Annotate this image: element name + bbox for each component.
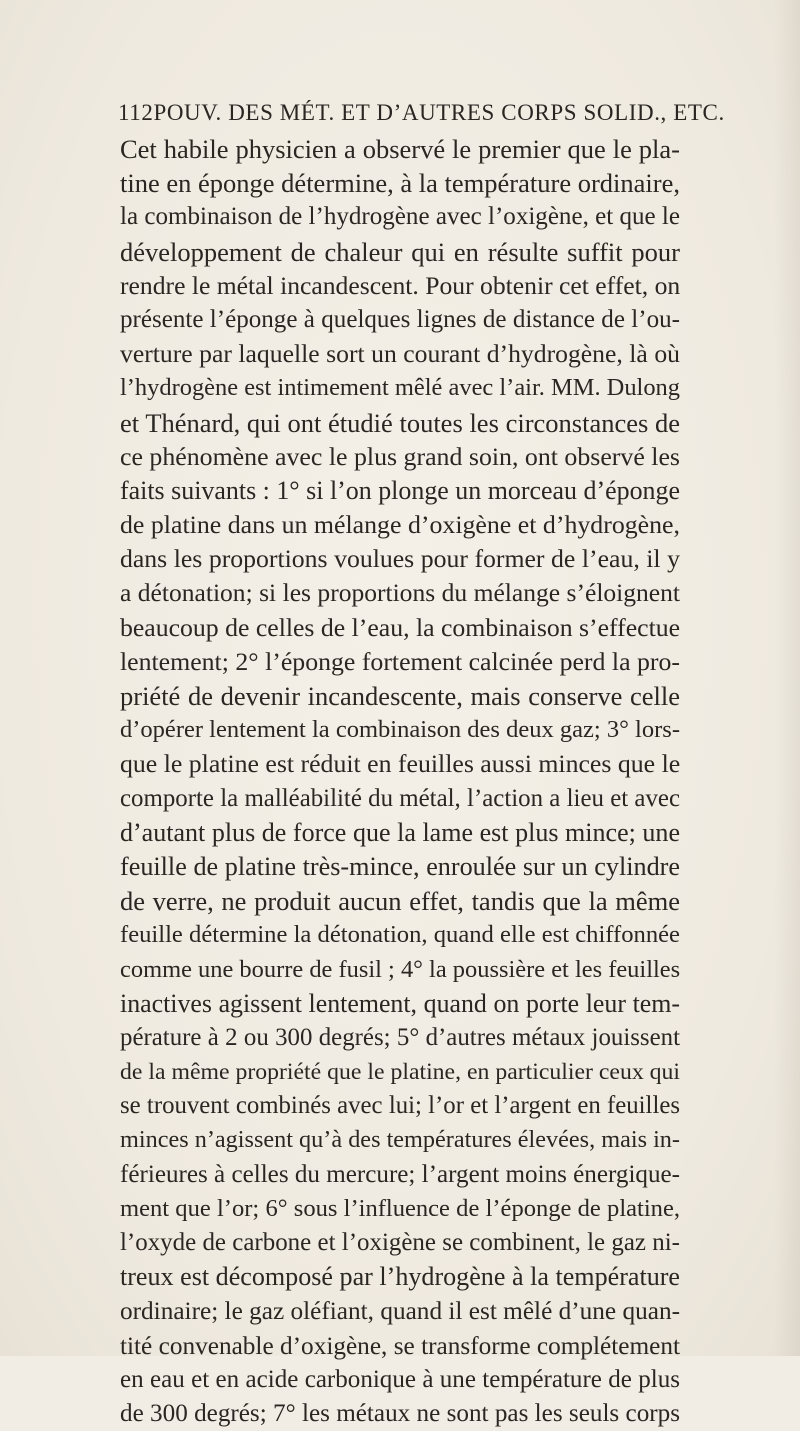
text-line: l’hydrogène est intimement mêlé avec l’air. MM. Dulong: [120, 374, 680, 402]
text-line: Cet habile physicien a observé le premier que le pla-: [120, 134, 680, 164]
page-number: 112: [118, 100, 154, 125]
text-line: férieures à celles du mercure; l’argent moins énergique-: [120, 1160, 680, 1188]
text-line: développement de chaleur qui en résulte suffit pour: [120, 236, 680, 267]
text-line: et Thénard, qui ont étudié toutes les circonstances de: [120, 407, 680, 438]
text-line: verture par laquelle sort un courant d’hydrogène, là où: [120, 339, 680, 369]
text-line: inactives agissent lentement, quand on porte leur tem-: [120, 988, 680, 1018]
text-line: présente l’éponge à quelques lignes de distance de l’ou-: [120, 305, 680, 333]
text-line: d’opérer lentement la combinaison des deux gaz; 3° lors-: [120, 716, 680, 744]
text-line: l’oxyde de carbone et l’oxigène se combinent, le gaz ni-: [120, 1229, 680, 1256]
text-line: minces n’agissent qu’à des températures élevées, mais in-: [120, 1126, 680, 1154]
text-line: pérature à 2 ou 300 degrés; 5° d’autres métaux jouissent: [120, 1023, 680, 1051]
body-text: [120, 132, 680, 1431]
text-line: la combinaison de l’hydrogène avec l’oxigène, et que le: [120, 203, 680, 231]
text-line: rendre le métal incandescent. Pour obtenir cet effet, on: [120, 270, 681, 300]
text-line: d’autant plus de force que la lame est plus mince; une: [120, 817, 680, 847]
text-line: tine en éponge détermine, à la température ordinaire,: [120, 168, 680, 199]
text-line: treux est décomposé par l’hydrogène à la température: [120, 1262, 680, 1292]
text-line: ordinaire; le gaz oléfiant, quand il est mêlé d’une quan-: [120, 1297, 680, 1326]
text-line: feuille de platine très-mince, enroulée sur un cylindre: [120, 851, 680, 881]
text-line: feuille détermine la détonation, quand elle est chiffonnée: [120, 921, 680, 949]
text-line: ment que l’or; 6° sous l’influence de l’éponge de platine,: [120, 1194, 680, 1222]
text-line: dans les proportions voulues pour former de l’eau, il y: [120, 544, 680, 574]
text-line: de la même propriété que le platine, en particulier ceux qui: [120, 1059, 680, 1086]
running-title: POUV. DES MÉT. ET D’AUTRES CORPS SOLID., ETC.: [153, 100, 725, 125]
text-line: en eau et en acide carbonique à une température de plus: [120, 1365, 680, 1393]
text-line: priété de devenir incandescente, mais conserve celle: [120, 681, 680, 711]
text-line: de platine dans un mélange d’oxigène et d’hydrogène,: [120, 510, 680, 540]
text-line: a détonation; si les proportions du mélange s’éloignent: [120, 578, 680, 608]
text-line: que le platine est réduit en feuilles aussi minces que le: [120, 749, 681, 779]
text-line: tité convenable d’oxigène, se transforme complétement: [120, 1331, 680, 1360]
running-header: [118, 100, 725, 126]
text-line: comme une bourre de fusil ; 4° la poussière et les feuilles: [120, 955, 681, 983]
text-line: comporte la malléabilité du métal, l’action a lieu et avec: [120, 784, 680, 812]
text-line: faits suivants : 1° si l’on plonge un morceau d’éponge: [120, 475, 680, 505]
text-line: ce phénomène avec le plus grand soin, ont observé les: [120, 441, 680, 471]
text-line: se trouvent combinés avec lui; l’or et l’argent en feuilles: [120, 1092, 680, 1120]
text-line: de verre, ne produit aucun effet, tandis que la même: [120, 886, 680, 917]
page-edge-shadow: [774, 0, 800, 1356]
text-line: de 300 degrés; 7° les métaux ne sont pas les seuls corps: [120, 1399, 680, 1427]
text-line: beaucoup de celles de l’eau, la combinaison s’effectue: [120, 612, 681, 642]
text-line: lentement; 2° l’éponge fortement calcinée perd la pro-: [120, 646, 680, 676]
